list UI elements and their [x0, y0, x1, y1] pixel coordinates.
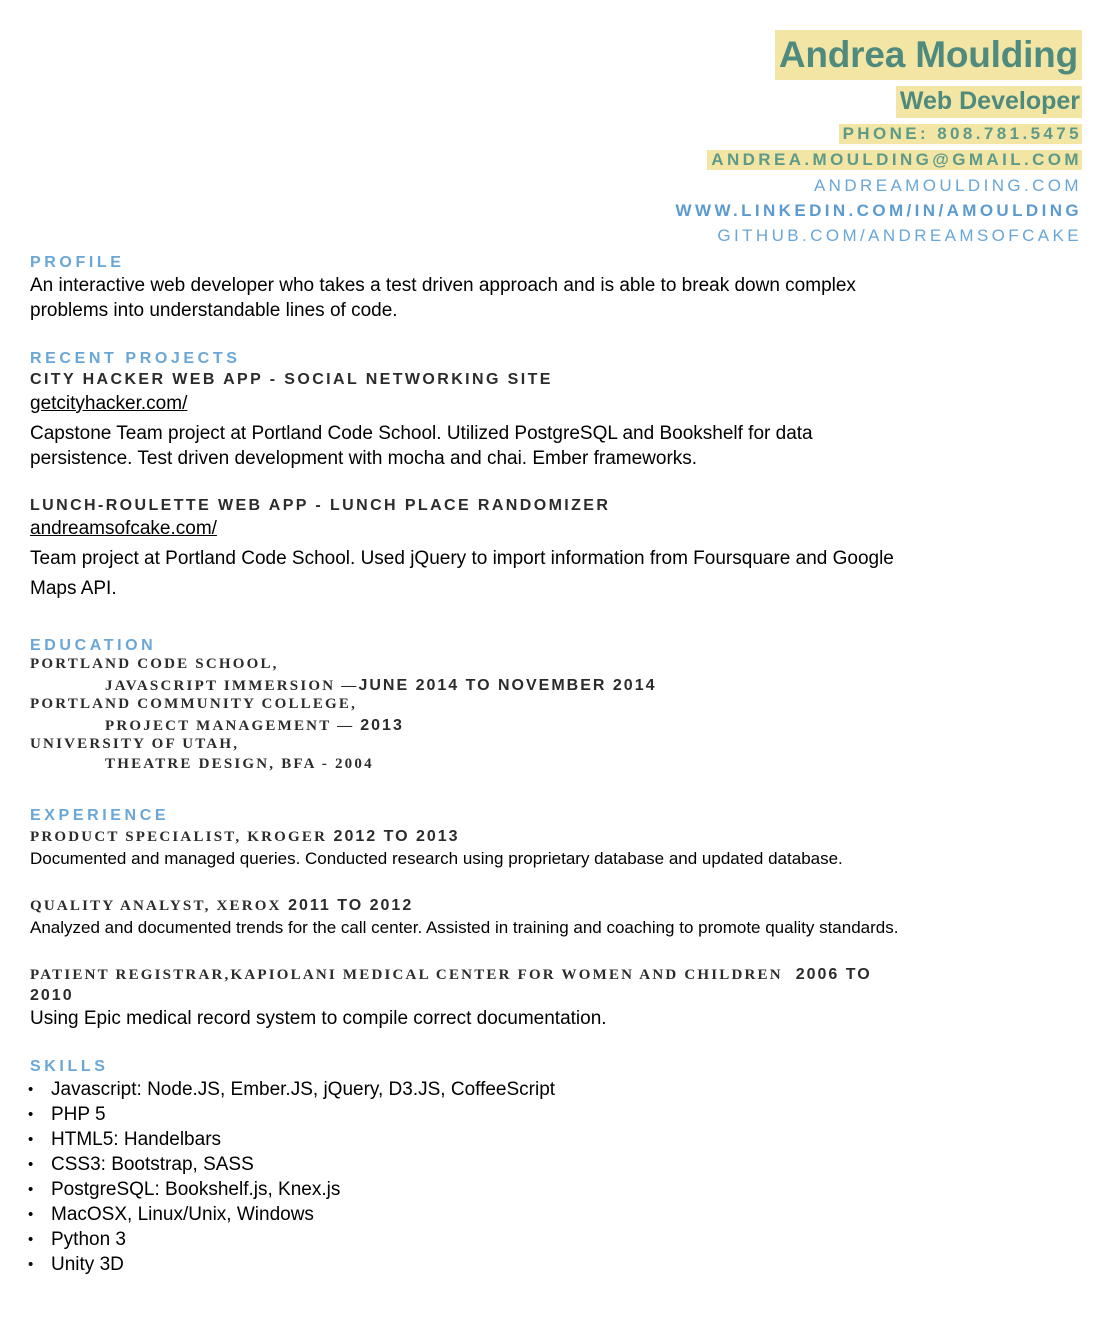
experience-description: Using Epic medical record system to compile correct documentation.: [30, 1008, 607, 1029]
experience-role-row: [30, 829, 460, 845]
contact-email[interactable]: ANDREA.MOULDING@GMAIL.COM: [707, 150, 1082, 170]
project-description-line: Maps API.: [30, 578, 117, 599]
education-separator: —: [331, 718, 361, 734]
skill-text: PHP 5: [51, 1104, 106, 1125]
profile-line: problems into understandable lines of code.: [30, 300, 398, 321]
skill-item: [28, 1202, 555, 1227]
bullet-icon: •: [28, 1106, 34, 1123]
candidate-name: Andrea Moulding: [775, 30, 1082, 80]
experience-role-row: [30, 898, 413, 914]
education-dates: 2013: [360, 717, 404, 734]
contact-linkedin[interactable]: WWW.LINKEDIN.COM/IN/AMOULDING: [675, 201, 1082, 220]
education-school: PORTLAND COMMUNITY COLLEGE,: [30, 696, 358, 712]
project-description-line: persistence. Test driven development with mocha and chai. Ember frameworks.: [30, 448, 698, 469]
education-school: UNIVERSITY OF UTAH,: [30, 736, 240, 752]
skills-list: [28, 1077, 555, 1277]
experience-role: PRODUCT SPECIALIST, KROGER: [30, 829, 328, 845]
education-dates: JUNE 2014 TO NOVEMBER 2014: [358, 677, 657, 694]
bullet-icon: •: [28, 1206, 34, 1223]
skill-text: HTML5: Handelbars: [51, 1129, 222, 1150]
education-program-row: [105, 757, 374, 772]
education-program: THEATRE DESIGN, BFA -: [105, 756, 335, 772]
education-heading: EDUCATION: [30, 637, 157, 654]
contact-github[interactable]: GITHUB.COM/ANDREAMSOFCAKE: [717, 226, 1082, 245]
experience-dates-continued: 2010: [30, 987, 74, 1004]
experience-role: QUALITY ANALYST, XEROX: [30, 898, 282, 914]
project-title: CITY HACKER WEB APP - SOCIAL NETWORKING SITE: [30, 371, 553, 388]
project-title: LUNCH-ROULETTE WEB APP - LUNCH PLACE RANDOMIZER: [30, 497, 611, 514]
skill-text: Unity 3D: [51, 1254, 124, 1275]
bullet-icon: •: [28, 1131, 34, 1148]
experience-description: Analyzed and documented trends for the call center. Assisted in training and coaching to promote quality standards.: [30, 918, 899, 937]
skill-item: [28, 1177, 555, 1202]
contact-website[interactable]: ANDREAMOULDING.COM: [813, 176, 1082, 195]
project-link[interactable]: getcityhacker.com/: [30, 393, 188, 414]
experience-role-row: [30, 967, 872, 983]
skill-text: CSS3: Bootstrap, SASS: [51, 1154, 254, 1175]
experience-role: PATIENT REGISTRAR,KAPIOLANI MEDICAL CENTER FOR WOMEN AND CHILDREN: [30, 967, 783, 983]
profile-heading: PROFILE: [30, 254, 125, 271]
experience-heading: EXPERIENCE: [30, 807, 170, 824]
education-separator: —: [335, 678, 359, 694]
contact-phone: PHONE: 808.781.5475: [839, 124, 1082, 144]
experience-dates: 2011 TO 2012: [281, 897, 414, 914]
skill-text: PostgreSQL: Bookshelf.js, Knex.js: [51, 1179, 341, 1200]
education-program: JAVASCRIPT IMMERSION: [105, 678, 336, 694]
education-school: PORTLAND CODE SCHOOL,: [30, 656, 279, 672]
skills-heading: SKILLS: [30, 1058, 109, 1075]
skill-text: Python 3: [51, 1229, 126, 1250]
project-description-line: Team project at Portland Code School. Used jQuery to import information from Foursquare and Google: [30, 548, 894, 569]
bullet-icon: •: [28, 1231, 34, 1248]
project-description-line: Capstone Team project at Portland Code School. Utilized PostgreSQL and Bookshelf for data: [30, 423, 813, 444]
skill-item: [28, 1127, 555, 1152]
experience-dates: 2006 TO: [782, 966, 872, 983]
bullet-icon: •: [28, 1181, 34, 1198]
skill-text: Javascript: Node.JS, Ember.JS, jQuery, D3.JS, CoffeeScript: [51, 1079, 556, 1100]
projects-heading: RECENT PROJECTS: [30, 350, 241, 367]
experience-description: Documented and managed queries. Conducted research using proprietary database and updated database.: [30, 849, 843, 868]
bullet-icon: •: [28, 1156, 34, 1173]
skill-item: [28, 1227, 555, 1252]
project-link[interactable]: andreamsofcake.com/: [30, 518, 217, 539]
skill-item: [28, 1102, 555, 1127]
skill-item: [28, 1252, 555, 1277]
job-title: Web Developer: [896, 86, 1082, 118]
education-dates: 2004: [334, 756, 374, 772]
education-program-row: [105, 718, 404, 734]
bullet-icon: •: [28, 1081, 34, 1098]
skill-item: [28, 1152, 555, 1177]
skill-text: MacOSX, Linux/Unix, Windows: [51, 1204, 314, 1225]
bullet-icon: •: [28, 1256, 34, 1273]
profile-line: An interactive web developer who takes a test driven approach and is able to break down complex: [30, 275, 856, 296]
experience-dates: 2012 TO 2013: [327, 828, 460, 845]
education-program-row: [105, 678, 656, 694]
skill-item: [28, 1077, 555, 1102]
education-program: PROJECT MANAGEMENT: [105, 718, 332, 734]
